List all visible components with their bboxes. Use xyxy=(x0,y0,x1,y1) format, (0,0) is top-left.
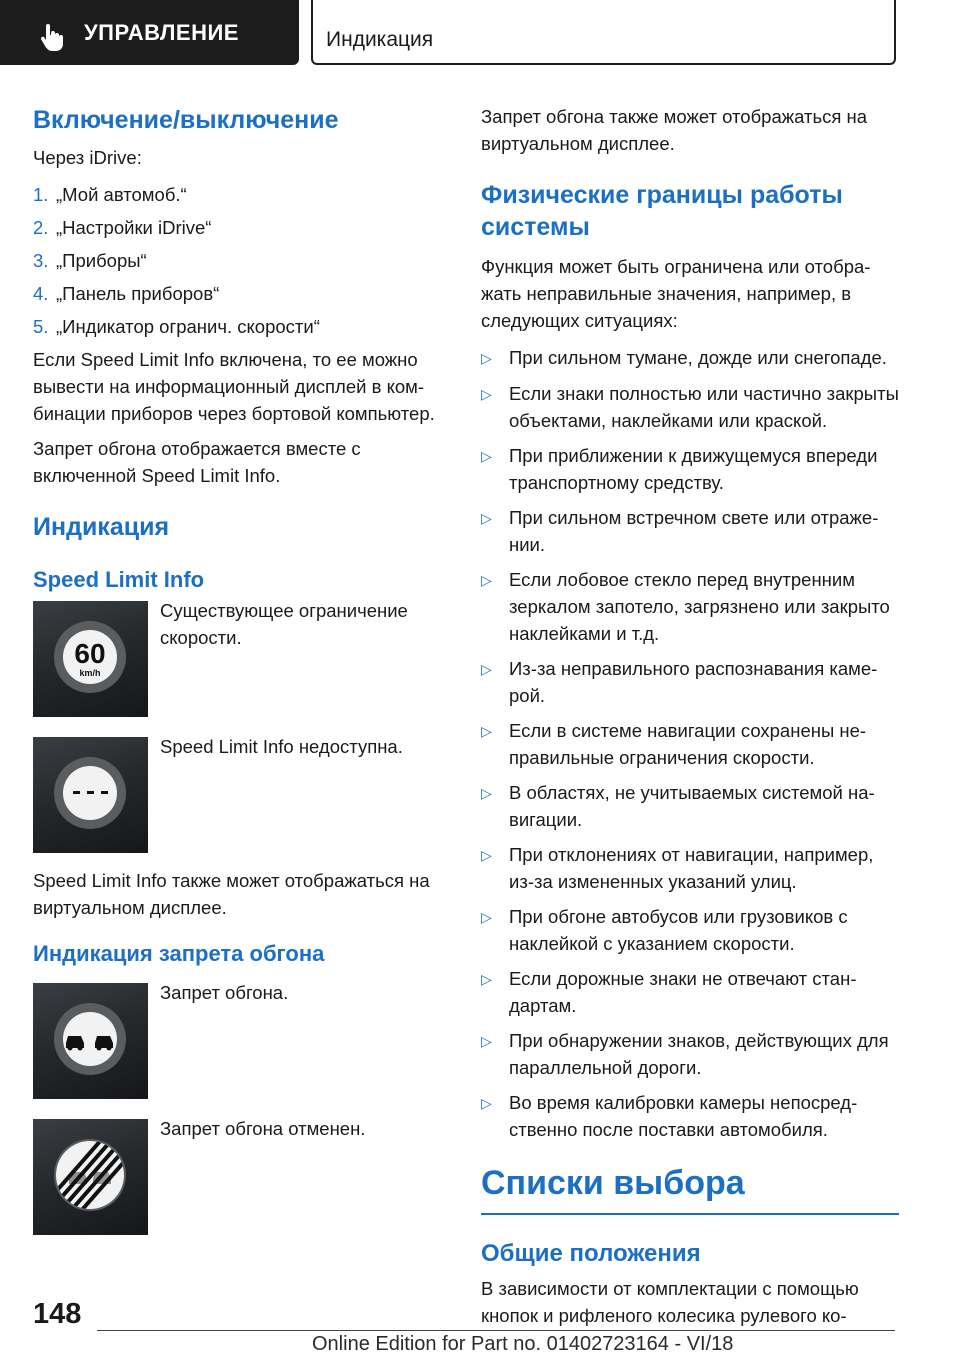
sign-no-overtake-caption: Запрет обгона. xyxy=(160,982,289,1003)
triangle-bullet-icon: ▷ xyxy=(481,1095,492,1111)
paragraph-virtual-right: Запрет обгона также может отображаться на виртуальном дисплее. xyxy=(481,106,868,154)
sign-row-no-overtake xyxy=(33,983,448,1101)
triangle-bullet-icon: ▷ xyxy=(481,448,492,464)
list-item: ▷ Если лобовое стекло перед внутренним зеркалом запотело, загрязнено или закрыто наклейками и т.д. xyxy=(481,566,899,647)
list-item: 5. „Индикатор огранич. скорости“ xyxy=(33,316,320,337)
sign-row-60 xyxy=(33,601,448,719)
hand-pointer-icon xyxy=(36,22,66,52)
chapter-title: Индикация xyxy=(326,28,434,51)
paragraph-virtual-left: Speed Limit Info также может отображаться на виртуальном дисплее. xyxy=(33,870,430,918)
sign-row-na xyxy=(33,737,448,855)
steps-list xyxy=(33,181,448,340)
list-item: ▷ Если дорожные знаки не отвечают стандартам. xyxy=(481,965,899,1019)
paragraph-limits: Функция может быть ограничена или отображать неправильные значения, например, в следующих ситуациях: xyxy=(481,256,871,331)
list-item: ▷ При сильном тумане, дожде или снегопаде. xyxy=(481,344,899,372)
section-tab xyxy=(0,0,299,65)
list-item: ▷ В областях, не учитываемых системой навигации. xyxy=(481,779,899,833)
sign-row-end xyxy=(33,1119,448,1237)
left-column xyxy=(33,100,448,1237)
list-item: 3. „Приборы“ xyxy=(33,250,147,271)
triangle-bullet-icon: ▷ xyxy=(481,572,492,588)
list-item: ▷ При обгоне автобусов или грузовиков с наклейкой с указанием скорости. xyxy=(481,903,899,957)
list-item: 4. „Панель приборов“ xyxy=(33,283,220,304)
paragraph-overtake-with: Запрет обгона отображается вместе с включенной Speed Limit Info. xyxy=(33,438,361,486)
sign-60-unit: km/h xyxy=(79,668,101,678)
triangle-bullet-icon: ▷ xyxy=(481,971,492,987)
list-item: 2. „Настройки iDrive“ xyxy=(33,217,212,238)
sign-na-caption: Speed Limit Info недоступна. xyxy=(160,736,403,757)
no-overtaking-sign-icon xyxy=(33,983,148,1099)
triangle-bullet-icon: ▷ xyxy=(481,350,492,366)
paragraph-enabled: Если Speed Limit Info включена, то ее можно вывести на информационный дисплей в комбинации приборов через бортовой компьютер. xyxy=(33,349,435,424)
list-item: ▷ При обнаружении знаков, действующих для параллельной дороги. xyxy=(481,1027,899,1081)
speed-limit-unavailable-icon xyxy=(33,737,148,853)
heading-sli: Speed Limit Info xyxy=(33,567,205,592)
heading-limits: Физические границы работы системы xyxy=(481,181,843,241)
triangle-bullet-icon: ▷ xyxy=(481,909,492,925)
heading-no-overtake: Индикация запрета обгона xyxy=(33,941,325,966)
heading-display: Индикация xyxy=(33,513,170,541)
limits-list xyxy=(481,344,899,1143)
heading-on-off: Включение/выключение xyxy=(33,106,339,134)
triangle-bullet-icon: ▷ xyxy=(481,661,492,677)
list-item: ▷ При отклонениях от навигации, например, из-за измененных указаний улиц. xyxy=(481,841,899,895)
right-column xyxy=(481,100,899,1329)
list-item: ▷ При сильном встречном свете или отражении. xyxy=(481,504,899,558)
triangle-bullet-icon: ▷ xyxy=(481,510,492,526)
triangle-bullet-icon: ▷ xyxy=(481,1033,492,1049)
sign-end-caption: Запрет обгона отменен. xyxy=(160,1118,366,1139)
list-item: ▷ Во время калибровки камеры непосредственно после поставки автомобиля. xyxy=(481,1089,899,1143)
via-idrive-text: Через iDrive: xyxy=(33,147,142,168)
footer-edition: Online Edition for Part no. 01402723164 - VI/18 xyxy=(312,1333,734,1355)
section-label: УПРАВЛЕНИЕ xyxy=(84,20,239,45)
heading-lists: Списки выбора xyxy=(481,1161,899,1215)
page-number: 148 xyxy=(33,1298,82,1330)
heading-general: Общие положения xyxy=(481,1240,701,1267)
paragraph-general: В зависимости от комплектации с помощью кнопок и рифленого колесика рулевого ко- xyxy=(481,1278,859,1326)
triangle-bullet-icon: ▷ xyxy=(481,723,492,739)
triangle-bullet-icon: ▷ xyxy=(481,785,492,801)
sign-60-number: 60 xyxy=(74,638,106,669)
list-item: ▷ Если в системе навигации сохранены неправильные ограничения скорости. xyxy=(481,717,899,771)
list-item: ▷ Из-за неправильного распознавания камерой. xyxy=(481,655,899,709)
sign-60-caption: Существующее ограничение скорости. xyxy=(160,600,408,648)
list-item: 1. „Мой автомоб.“ xyxy=(33,184,187,205)
triangle-bullet-icon: ▷ xyxy=(481,847,492,863)
speed-limit-sign-icon xyxy=(33,601,148,717)
footer-divider xyxy=(97,1330,895,1331)
end-no-overtaking-sign-icon xyxy=(33,1119,148,1235)
list-item: ▷ Если знаки полностью или частично закрыты объектами, наклейками или краской. xyxy=(481,380,899,434)
triangle-bullet-icon: ▷ xyxy=(481,386,492,402)
list-item: ▷ При приближении к движущемуся впереди транспортному средству. xyxy=(481,442,899,496)
